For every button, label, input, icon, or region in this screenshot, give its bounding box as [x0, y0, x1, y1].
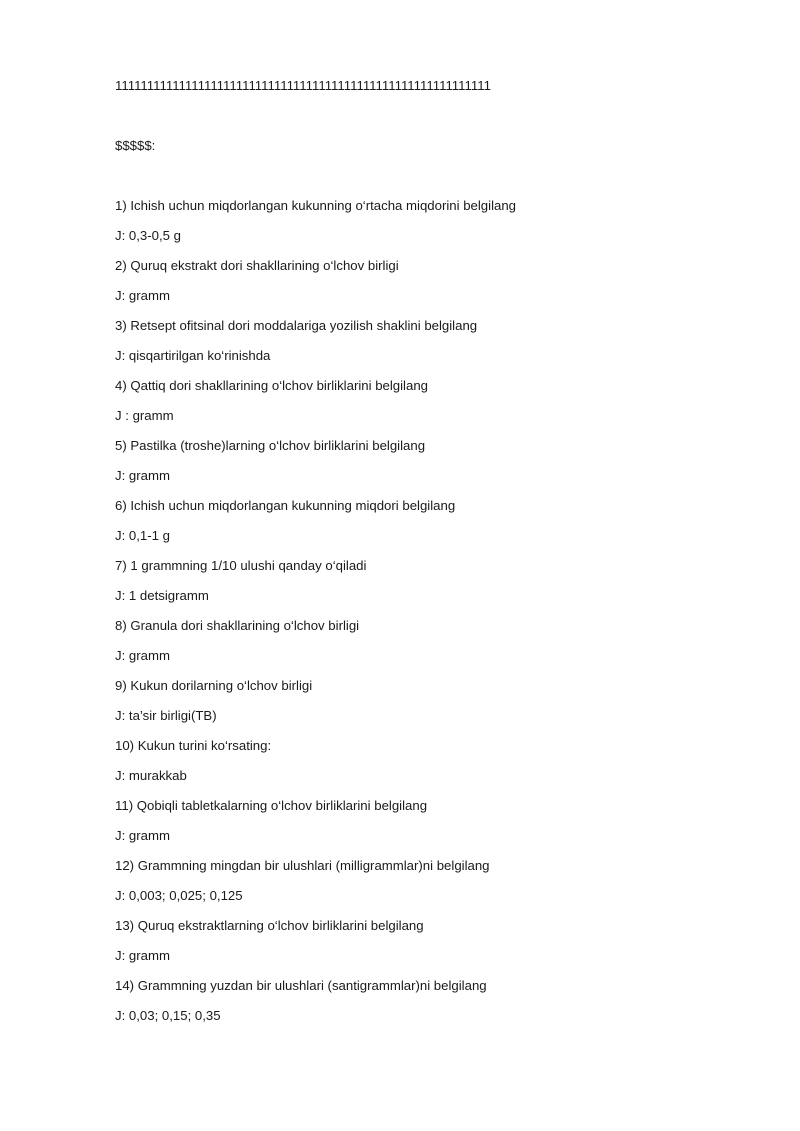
question-7: 7) 1 grammning 1/10 ulushi qanday o‘qiladi: [115, 558, 367, 573]
answer-7: J: 1 detsigramm: [115, 588, 209, 603]
answer-13: J: gramm: [115, 948, 170, 963]
question-2: 2) Quruq ekstrakt dori shakllarining o‘lchov birligi: [115, 258, 399, 273]
question-9: 9) Kukun dorilarning o‘lchov birligi: [115, 678, 313, 693]
answer-14: J: 0,03; 0,15; 0,35: [115, 1008, 221, 1023]
answer-3: J: qisqartirilgan ko‘rinishda: [115, 348, 271, 363]
question-1: 1) Ichish uchun miqdorlangan kukunning o‘rtacha miqdorini belgilang: [115, 198, 517, 213]
answer-12: J: 0,003; 0,025; 0,125: [115, 888, 243, 903]
question-4: 4) Qattiq dori shakllarining o‘lchov birliklarini belgilang: [115, 378, 428, 393]
answer-8: J: gramm: [115, 648, 170, 663]
question-13: 13) Quruq ekstraktlarning o‘lchov birliklarini belgilang: [115, 918, 424, 933]
answer-11: J: gramm: [115, 828, 170, 843]
answer-4: J : gramm: [115, 408, 174, 423]
question-8: 8) Granula dori shakllarining o‘lchov birligi: [115, 618, 360, 633]
question-11: 11) Qobiqli tabletkalarning o‘lchov birliklarini belgilang: [115, 798, 428, 813]
section-marker: $$$$$:: [115, 138, 156, 153]
answer-5: J: gramm: [115, 468, 170, 483]
question-6: 6) Ichish uchun miqdorlangan kukunning miqdori belgilang: [115, 498, 456, 513]
answer-2: J: gramm: [115, 288, 170, 303]
answer-1: J: 0,3-0,5 g: [115, 228, 181, 243]
question-10: 10) Kukun turini ko‘rsating:: [115, 738, 272, 753]
question-12: 12) Grammning mingdan bir ulushlari (milligrammlar)ni belgilang: [115, 858, 490, 873]
answer-6: J: 0,1-1 g: [115, 528, 170, 543]
header-line: 11111111111111111111111111111111111111111111111111111111111: [115, 78, 491, 93]
question-3: 3) Retsept ofitsinal dori moddalariga yozilish shaklini belgilang: [115, 318, 478, 333]
answer-10: J: murakkab: [115, 768, 187, 783]
question-14: 14) Grammning yuzdan bir ulushlari (santigrammlar)ni belgilang: [115, 978, 487, 993]
answer-9: J: ta’sir birligi(TB): [115, 708, 217, 723]
question-5: 5) Pastilka (troshe)larning o‘lchov birliklarini belgilang: [115, 438, 426, 453]
